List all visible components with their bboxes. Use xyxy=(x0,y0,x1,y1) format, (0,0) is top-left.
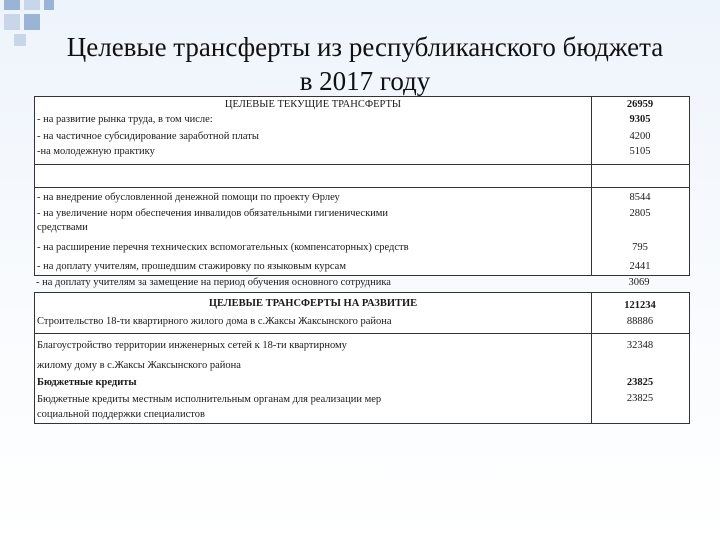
development-transfers-total: 121234 xyxy=(624,300,656,311)
row-value: 9305 xyxy=(629,114,651,125)
row-label-cont: жилому дому в с.Жаксы Жаксынского района xyxy=(37,360,241,371)
row-value: 4200 xyxy=(629,131,651,142)
row-value: 2805 xyxy=(629,208,651,219)
row-value: 795 xyxy=(632,242,648,253)
row-label: - на частичное субсидирование заработной платы xyxy=(37,131,259,142)
decor-square xyxy=(24,0,40,10)
row-label: - на развитие рынка труда, в том числе: xyxy=(37,114,213,125)
decor-square xyxy=(4,14,20,30)
current-transfers-total: 26959 xyxy=(626,99,654,110)
decor-square xyxy=(44,0,54,10)
current-transfers-header: ЦЕЛЕВЫЕ ТЕКУЩИЕ ТРАНСФЕРТЫ xyxy=(224,99,402,110)
row-label-cont: социальной поддержки специалистов xyxy=(37,409,205,420)
title-line-2: в 2017 году xyxy=(299,66,431,96)
development-transfers-table xyxy=(34,292,690,424)
row-value: 5105 xyxy=(629,146,651,157)
row-label: Благоустройство территории инженерных сетей к 18-ти квартирному xyxy=(37,340,347,351)
current-transfers-table-2 xyxy=(34,164,690,276)
row-label: - на доплату учителям, прошедшим стажировку по языковым курсам xyxy=(37,261,346,272)
row-value: 8544 xyxy=(629,192,651,203)
page-title xyxy=(40,30,690,98)
row-value: 3069 xyxy=(628,277,650,288)
row-value: 32348 xyxy=(626,340,654,351)
row-value: 2441 xyxy=(629,261,651,272)
row-label: Бюджетные кредиты местным исполнительным органам для реализации мер xyxy=(37,394,382,405)
decor-square xyxy=(24,14,40,30)
decor-square xyxy=(4,0,20,10)
decor-square xyxy=(14,34,26,46)
current-transfers-table xyxy=(34,96,690,166)
row-label: Строительство 18-ти квартирного жилого дома в с.Жаксы Жаксынского района xyxy=(37,316,392,327)
development-transfers-header: ЦЕЛЕВЫЕ ТРАНСФЕРТЫ НА РАЗВИТИЕ xyxy=(208,298,418,309)
row-label: - на расширение перечня технических вспомогательных (компенсаторных) средств xyxy=(37,242,409,253)
row-label: - на внедрение обусловленной денежной помощи по проекту Өрлеу xyxy=(37,192,340,203)
row-value: 88886 xyxy=(626,316,654,327)
row-label: - на доплату учителям за замещение на период обучения основного сотрудника xyxy=(36,277,391,288)
title-line-1: Целевые трансферты из республиканского бюджета xyxy=(66,32,664,62)
budget-credits-header: Бюджетные кредиты xyxy=(37,377,137,388)
budget-credits-total: 23825 xyxy=(626,377,654,388)
row-label-cont: средствами xyxy=(37,222,88,233)
row-label: -на молодежную практику xyxy=(37,146,155,157)
row-value: 23825 xyxy=(626,393,654,404)
row-label: - на увеличение норм обеспечения инвалидов обязательными гигиеническими xyxy=(37,208,389,219)
